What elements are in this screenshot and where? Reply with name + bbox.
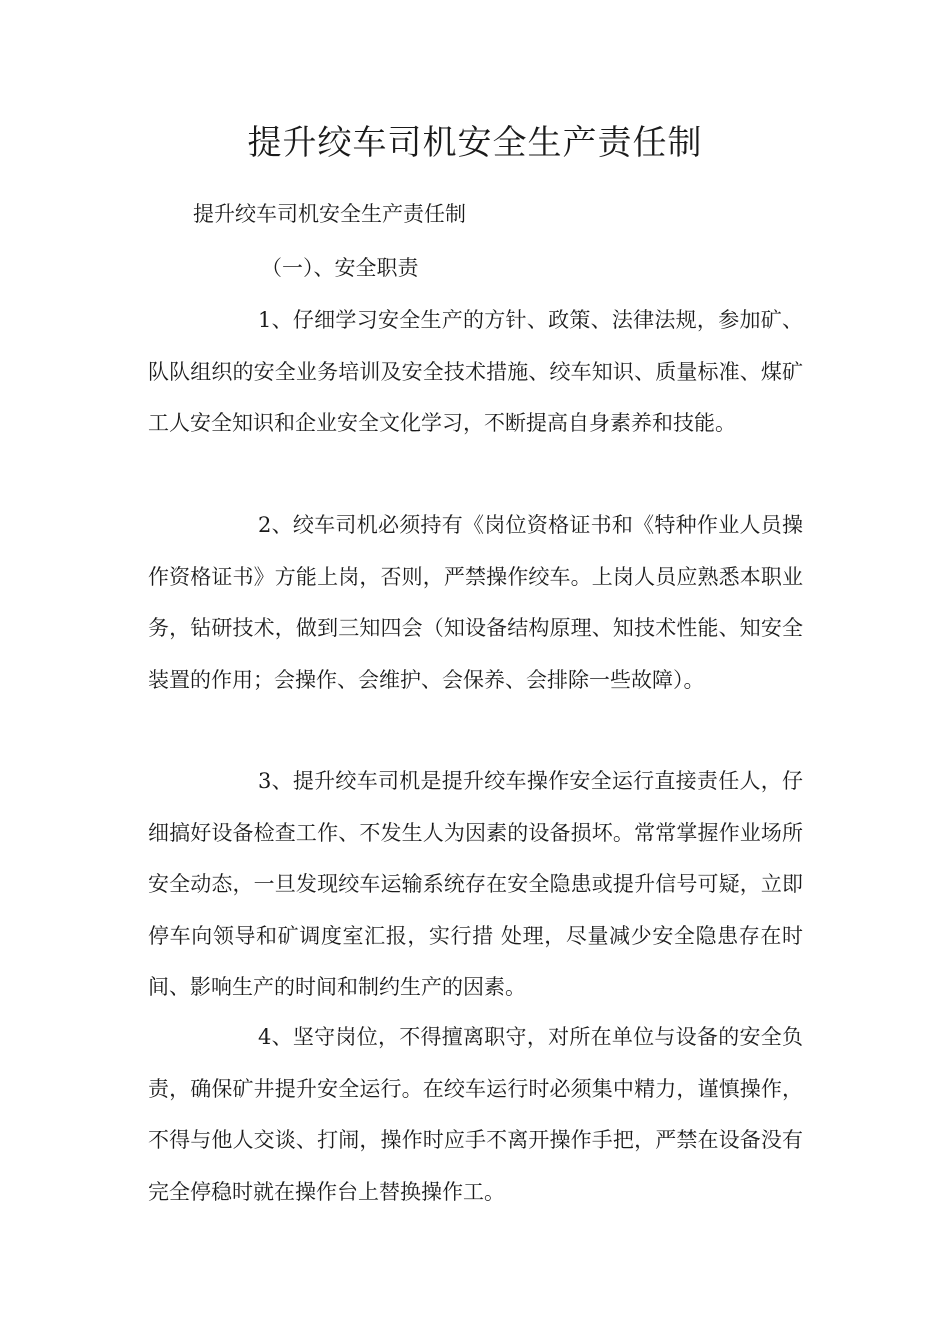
paragraph-3: 3、提升绞车司机是提升绞车操作安全运行直接责任人，仔细搞好设备检查工作、不发生人为因素的设备损坏。常常掌握作业场所安全动态，一旦发现绞车运输系统存在安全隐患或提升信号可疑，立即停车向领导和矿调度室汇报，实行措 处理，尽量减少安全隐患存在时间、影响生产的时间和制约生产的因素。 [148,769,803,999]
document-title: 提升绞车司机安全生产责任制 [247,123,703,163]
section-heading: （一）、安全职责 [261,256,419,280]
paragraph-4: 4、坚守岗位，不得擅离职守，对所在单位与设备的安全负责，确保矿井提升安全运行。在绞车运行时必须集中精力，谨慎操作，不得与他人交谈、打闹，操作时应手不离开操作手把，严禁在设备没有完全停稳时就在操作台上替换操作工。 [148,1025,803,1204]
paragraph-1: 1、仔细学习安全生产的方针、政策、法律法规，参加矿、队队组织的安全业务培训及安全技术措施、绞车知识、质量标准、煤矿工人安全知识和企业安全文化学习，不断提高自身素养和技能。 [148,308,803,435]
paragraph-2: 2、绞车司机必须持有《岗位资格证书和《特种作业人员操作资格证书》方能上岗，否则，严禁操作绞车。上岗人员应熟悉本职业务，钻研技术，做到三知四会（知设备结构原理、知技术性能、知安全装置的作用；会操作、会维护、会保养、会排除一些故障）。 [148,513,803,692]
document-subtitle: 提升绞车司机安全生产责任制 [193,202,466,226]
